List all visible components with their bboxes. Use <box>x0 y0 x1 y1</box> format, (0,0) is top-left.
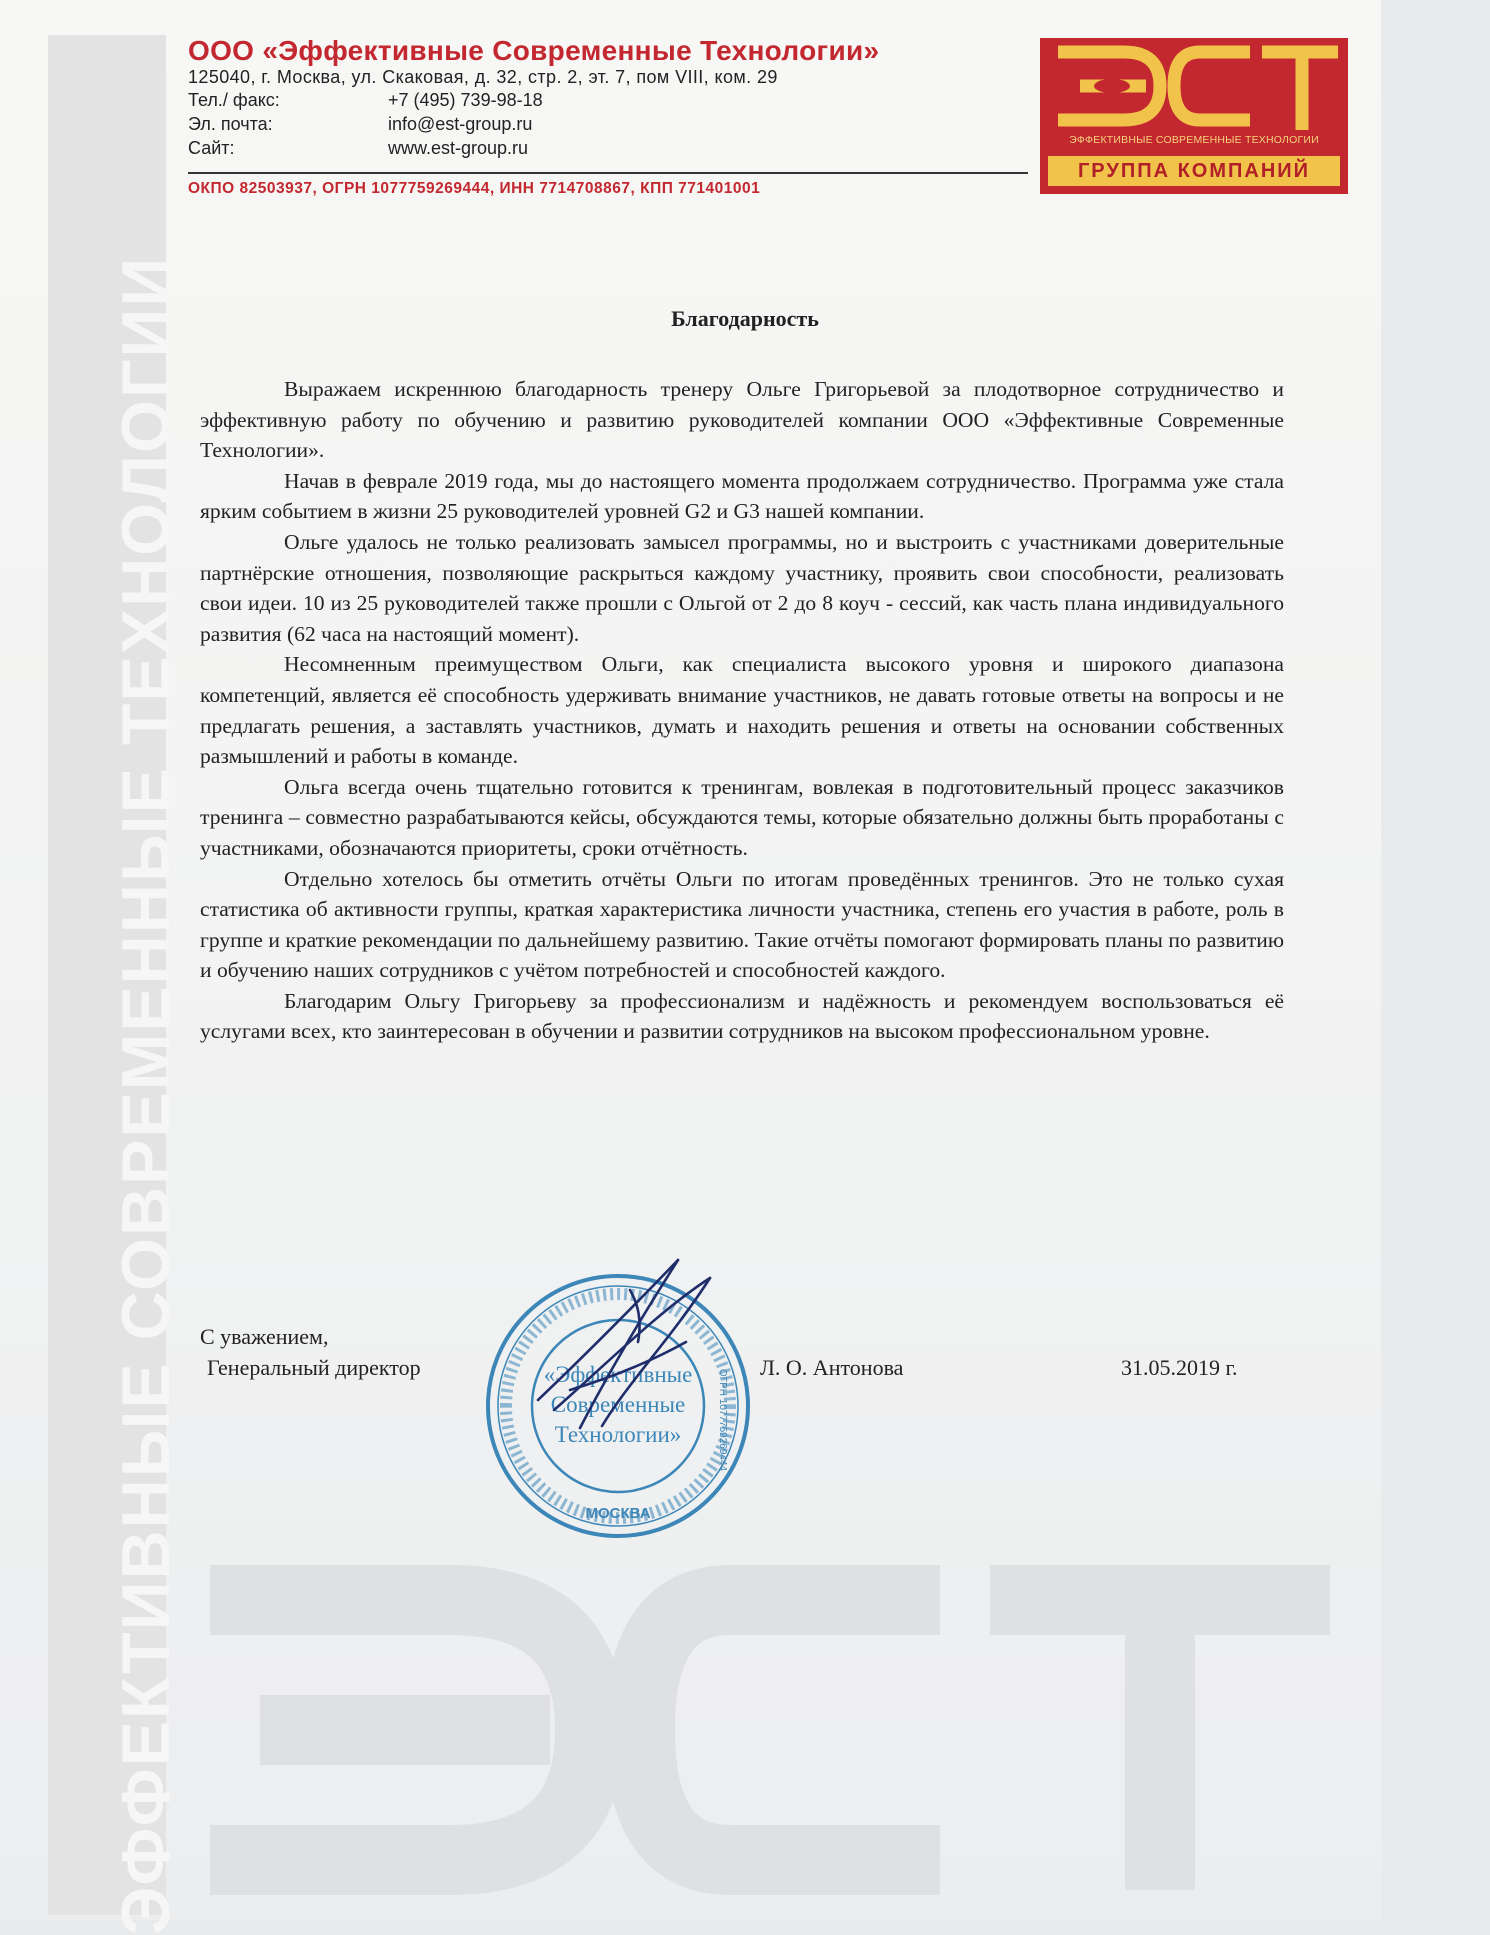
contact-phone <box>188 88 1028 112</box>
logo-group-label: ГРУППА КОМПАНИЙ <box>1048 156 1340 186</box>
contact-label: Эл. почта: <box>188 114 273 134</box>
contact-value: info@est-group.ru <box>388 114 533 134</box>
contact-label: Тел./ факс: <box>188 90 280 110</box>
contact-site <box>188 136 1028 160</box>
signer-position: Генеральный директор <box>207 1355 421 1380</box>
contact-value: www.est-group.ru <box>388 138 529 158</box>
letter-body <box>200 374 1284 1047</box>
paragraph: Ольга всегда очень тщательно готовится к тренингам, вовлекая в подготовительный процесс заказчиков тренинга – совместно разрабатываются кейсы, обсуждаются темы, которые обязательно должны быть проработаны с участниками, обозначаются приоритеты, сроки отчётность. <box>200 774 1284 860</box>
watermark-logo <box>170 1560 1350 1900</box>
company-address: 125040, г. Москва, ул. Скаковая, д. 32, стр. 2, эт. 7, пом VIII, ком. 29 <box>188 67 778 87</box>
contact-email <box>188 112 1028 136</box>
contact-label: Сайт: <box>188 138 235 158</box>
stamp-line: Современные <box>550 1392 686 1417</box>
handwritten-signature <box>510 1250 730 1440</box>
stamp-line: Технологии» <box>554 1422 682 1447</box>
paragraph: Выражаем искреннюю благодарность тренеру Ольге Григорьевой за плодотворное сотрудничество и эффективную работу по обучению и развитию руководителей компании ООО «Эффективные Современные Технологии». <box>200 377 1284 463</box>
signer-name: Л. О. Антонова <box>760 1355 904 1380</box>
stamp-line: «Эффективные <box>543 1362 693 1387</box>
stamp-city: МОСКВА <box>585 1505 651 1522</box>
closing-text: С уважением, <box>200 1324 329 1349</box>
side-watermark-text: ЭФФЕКТИВНЫЕ СОВРЕМЕННЫЕ ТЕХНОЛОГИИ <box>108 255 184 1935</box>
paragraph: Отдельно хотелось бы отметить отчёты Ольги по итогам проведённых тренингов. Это не только сухая статистика об активности группы, краткая характеристика личности участника, степень его участия в работе, роль в группе и краткие рекомендации по дальнейшему развитию. Такие отчёты помогают формировать планы по развитию и обучению наших сотрудников с учётом потребностей и способностей каждого. <box>200 866 1284 983</box>
paragraph: Благодарим Ольгу Григорьеву за профессионализм и надёжность и рекомендуем воспользоваться её услугами всех, кто заинтересован в обучении и развитии сотрудников на высоком профессиональном уровне. <box>200 988 1284 1044</box>
company-name: ООО «Эффективные Современные Технологии» <box>188 35 880 66</box>
logo-tagline: ЭФФЕКТИВНЫЕ СОВРЕМЕННЫЕ ТЕХНОЛОГИИ <box>1069 134 1319 146</box>
contact-value: +7 (495) 739-98-18 <box>388 90 543 110</box>
letter-date: 31.05.2019 г. <box>1121 1355 1238 1380</box>
registration-numbers: ОКПО 82503937, ОГРН 1077759269444, ИНН 7714708867, КПП 771401001 <box>188 180 761 197</box>
paragraph: Начав в феврале 2019 года, мы до настоящего момента продолжаем сотрудничество. Программа уже стала ярким событием в жизни 25 руководителей уровней G2 и G3 нашей компании. <box>200 468 1284 524</box>
logo-letters-icon <box>1040 38 1348 134</box>
stamp-ogrn: ОГРН 1077759269444 <box>717 1368 728 1472</box>
paragraph: Ольге удалось не только реализовать замысел программы, но и выстроить с участниками доверительные партнёрские отношения, позволяющие раскрыться каждому участнику, проявить свои способности, реализовать свои идеи. 10 из 25 руководителей также прошли с Ольгой от 2 до 8 коуч - сессий, как часть плана индивидуального развития (62 часа на настоящий момент). <box>200 529 1284 646</box>
letter-title: Благодарность <box>671 306 819 331</box>
company-logo <box>1040 38 1348 194</box>
paragraph: Несомненным преимуществом Ольги, как специалиста высокого уровня и широкого диапазона компетенций, является её способность удерживать внимание участников, не давать готовые ответы на вопросы и не предлагать решения, а заставлять участников, думать и находить решения и ответы на основании собственных размышлений и работы в команде. <box>200 652 1284 769</box>
header-divider <box>188 172 1028 174</box>
letterhead <box>188 36 1028 160</box>
